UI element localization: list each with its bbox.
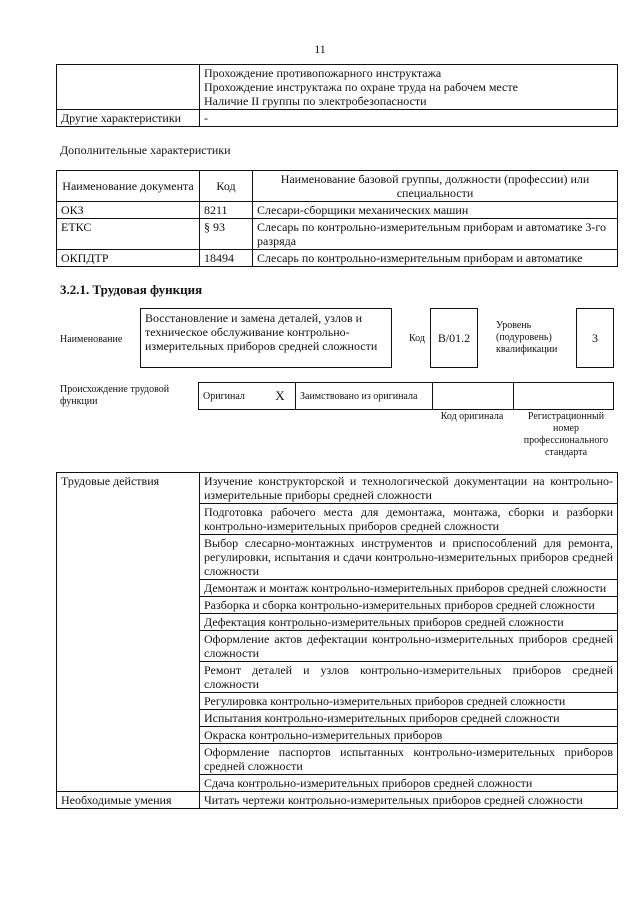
reg-number-label: Регистрационный номер профессионального стандарта [523,411,609,458]
action-item: Регулировка контрольно-измерительных приборов средней сложности [200,693,618,710]
skill-item: Читать чертежи контрольно-измерительных приборов средней сложности [200,792,618,809]
skills-label: Необходимые умения [57,792,200,809]
doc-cell: ОКПДТР [57,250,200,267]
action-item: Изучение конструкторской и технологической документации на контрольно-измерительные приборы средней сложности [200,473,618,504]
other-characteristics-value: - [200,110,618,127]
action-item: Окраска контрольно-измерительных приборов [200,727,618,744]
actions-table [56,472,618,809]
action-item: Разборка и сборка контрольно-измерительных приборов средней сложности [200,597,618,614]
name-cell: Слесари-сборщики механических машин [253,202,618,219]
action-item: Оформление паспортов испытанных контрольно-измерительных приборов средней сложности [200,744,618,775]
function-heading: 3.2.1. Трудовая функция [60,282,203,297]
action-item: Дефектация контрольно-измерительных приборов средней сложности [200,614,618,631]
table-row [57,202,618,219]
code-original-cell [433,383,514,410]
doc-cell: ОКЗ [57,202,200,219]
action-item: Подготовка рабочего места для демонтажа, монтажа, сборки и разборки контрольно-измерительных приборов средней сложности [200,504,618,535]
requirement-line: Наличие II группы по электробезопасности [204,94,427,108]
action-item: Выбор слесарно-монтажных инструментов и приспособлений для ремонта, регулировки, испытания и сдачи контрольно-измерительных приборов средней сложности [200,535,618,580]
action-item: Ремонт деталей и узлов контрольно-измерительных приборов средней сложности [200,662,618,693]
reg-number-cell [514,383,614,410]
original-label: Оригинал [199,383,266,410]
borrowed-label: Заимствовано из оригинала [296,383,433,410]
actions-label: Трудовые действия [57,473,200,792]
header-code: Код [200,171,253,202]
requirements-cell [200,65,618,110]
additional-table [56,170,618,267]
code-cell: 18494 [200,250,253,267]
action-item: Испытания контрольно-измерительных приборов средней сложности [200,710,618,727]
table-row [57,219,618,250]
code-cell: § 93 [200,219,253,250]
function-name-label: Наименование [60,334,123,345]
requirement-line: Прохождение инструктажа по охране труда на рабочем месте [204,80,518,94]
level-box: 3 [576,308,614,368]
name-cell: Слесарь по контрольно-измерительным приборам и автоматике 3-го разряда [253,219,618,250]
function-code-box: B/01.2 [430,308,478,368]
name-cell: Слесарь по контрольно-измерительным приборам и автоматике [253,250,618,267]
requirements-table [56,64,618,127]
other-characteristics-label: Другие характеристики [57,110,200,127]
header-doc: Наименование документа [57,171,200,202]
function-code-label: Код [409,333,425,344]
action-item: Оформление актов дефектации контрольно-измерительных приборов средней сложности [200,631,618,662]
table-row [57,250,618,267]
original-mark: X [265,383,296,410]
level-label: Уровень (подуровень) квалификации [496,320,558,355]
action-item: Сдача контрольно-измерительных приборов средней сложности [200,775,618,792]
requirement-line: Прохождение противопожарного инструктажа [204,66,442,80]
code-original-label: Код оригинала [440,411,504,422]
empty-cell [57,65,200,110]
origin-table [198,382,614,410]
additional-heading: Дополнительные характеристики [60,143,231,157]
action-item: Демонтаж и монтаж контрольно-измерительных приборов средней сложности [200,580,618,597]
origin-label: Происхождение трудовой функции [60,384,170,407]
header-name: Наименование базовой группы, должности (профессии) или специальности [253,171,618,202]
function-name-box: Восстановление и замена деталей, узлов и техническое обслуживание контрольно-измерительных приборов средней сложности [140,308,392,368]
doc-cell: ЕТКС [57,219,200,250]
code-cell: 8211 [200,202,253,219]
page-number: 11 [314,42,326,56]
